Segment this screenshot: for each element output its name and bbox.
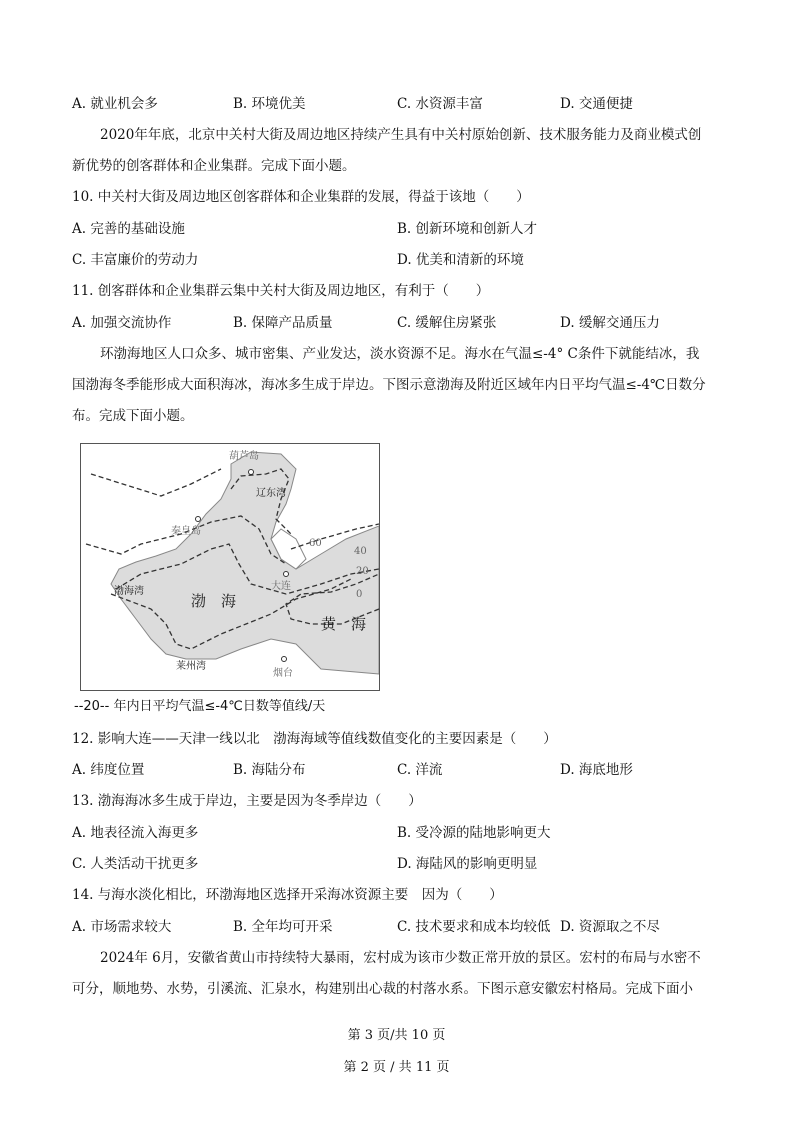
q10-option-b: B. 创新环境和创新人才 <box>397 221 538 237</box>
passage1-line2: 新优势的创客群体和企业集群。完成下面小题。 <box>72 158 356 174</box>
map-graphic <box>81 444 379 690</box>
place-huanghai: 黄 海 <box>321 615 367 633</box>
place-yantai: 烟台 <box>273 668 293 679</box>
q12-stem: 12. 影响大连——天津一线以北 渤海海域等值线数值变化的主要因素是（ ） <box>72 731 557 747</box>
q11-option-a: A. 加强交流协作 <box>72 315 172 331</box>
q10-option-d: D. 优美和清新的环境 <box>397 252 524 268</box>
passage1-line1: 2020年年底，北京中关村大街及周边地区持续产生具有中关村原始创新、技术服务能力及商业模式创 <box>100 127 702 143</box>
passage3-line2: 可分，顺地势、水势，引溪流、汇泉水，构建别出心裁的村落水系。下图示意安徽宏村格局。完成下面小 <box>72 981 693 997</box>
q14-stem: 14. 与海水淡化相比，环渤海地区选择开采海冰资源主要 因为（ ） <box>72 887 503 903</box>
q14-option-d: D. 资源取之不尽 <box>560 919 660 935</box>
map-legend: --20-- 年内日平均气温≤-4℃日数等值线/天 <box>74 699 326 714</box>
place-dalian: 大连 <box>271 581 291 592</box>
q11-option-b: B. 保障产品质量 <box>233 315 333 331</box>
isoline-0: 0 <box>356 589 363 600</box>
q9-option-a: A. 就业机会多 <box>72 96 158 112</box>
outer-page-number: 第 2 页 / 共 11 页 <box>343 1060 450 1075</box>
q10-option-a: A. 完善的基础设施 <box>72 221 185 237</box>
q10-option-c: C. 丰富廉价的劳动力 <box>72 252 199 268</box>
q13-stem: 13. 渤海海冰多生成于岸边，主要是因为冬季岸边（ ） <box>72 793 422 809</box>
passage3-line1: 2024年 6月，安徽省黄山市持续特大暴雨，宏村成为该市少数正常开放的景区。宏村的布局与水密不 <box>100 950 701 966</box>
q11-option-c: C. 缓解住房紧张 <box>397 315 497 331</box>
passage2-line1: 环渤海地区人口众多、城市密集、产业发达，淡水资源不足。海水在气温≤-4° C条件下就能结冰，我 <box>100 346 700 362</box>
place-huludao: 葫芦岛 <box>229 451 259 462</box>
place-bohai: 渤 海 <box>191 592 237 610</box>
q14-option-c: C. 技术要求和成本均较低 <box>397 919 551 935</box>
q14-option-a: A. 市场需求较大 <box>72 919 172 935</box>
place-bohaiwan: 渤海湾 <box>114 586 144 597</box>
passage2-line3: 布。完成下面小题。 <box>72 408 194 424</box>
q12-option-b: B. 海陆分布 <box>233 762 306 778</box>
isoline-60: 60 <box>309 538 322 549</box>
q12-option-a: A. 纬度位置 <box>72 762 145 778</box>
q9-option-d: D. 交通便捷 <box>560 96 633 112</box>
q13-option-b: B. 受冷源的陆地影响更大 <box>397 825 551 841</box>
place-laizhouwan: 莱州湾 <box>176 661 206 672</box>
passage2-line2: 国渤海冬季能形成大面积海冰，海冰多生成于岸边。下图示意渤海及附近区域年内日平均气温≤-4℃日数分 <box>72 377 706 393</box>
q12-option-c: C. 洋流 <box>397 762 443 778</box>
q14-option-b: B. 全年均可开采 <box>233 919 333 935</box>
isoline-40: 40 <box>354 546 367 557</box>
q9-option-c: C. 水资源丰富 <box>397 96 483 112</box>
place-qinhuangdao: 秦皇岛 <box>171 526 201 537</box>
q11-option-d: D. 缓解交通压力 <box>560 315 660 331</box>
place-liaodongwan: 辽东湾 <box>256 488 286 499</box>
q12-option-d: D. 海底地形 <box>560 762 633 778</box>
bohai-map <box>80 443 380 691</box>
q9-option-b: B. 环境优美 <box>233 96 306 112</box>
q13-option-a: A. 地表径流入海更多 <box>72 825 199 841</box>
q13-option-d: D. 海陆风的影响更明显 <box>397 856 538 872</box>
isoline-20: 20 <box>356 566 369 577</box>
q10-stem: 10. 中关村大街及周边地区创客群体和企业集群的发展，得益于该地（ ） <box>72 189 530 205</box>
q13-option-c: C. 人类活动干扰更多 <box>72 856 199 872</box>
inner-page-number: 第 3 页/共 10 页 <box>347 1028 446 1043</box>
q11-stem: 11. 创客群体和企业集群云集中关村大街及周边地区，有利于（ ） <box>72 283 490 299</box>
